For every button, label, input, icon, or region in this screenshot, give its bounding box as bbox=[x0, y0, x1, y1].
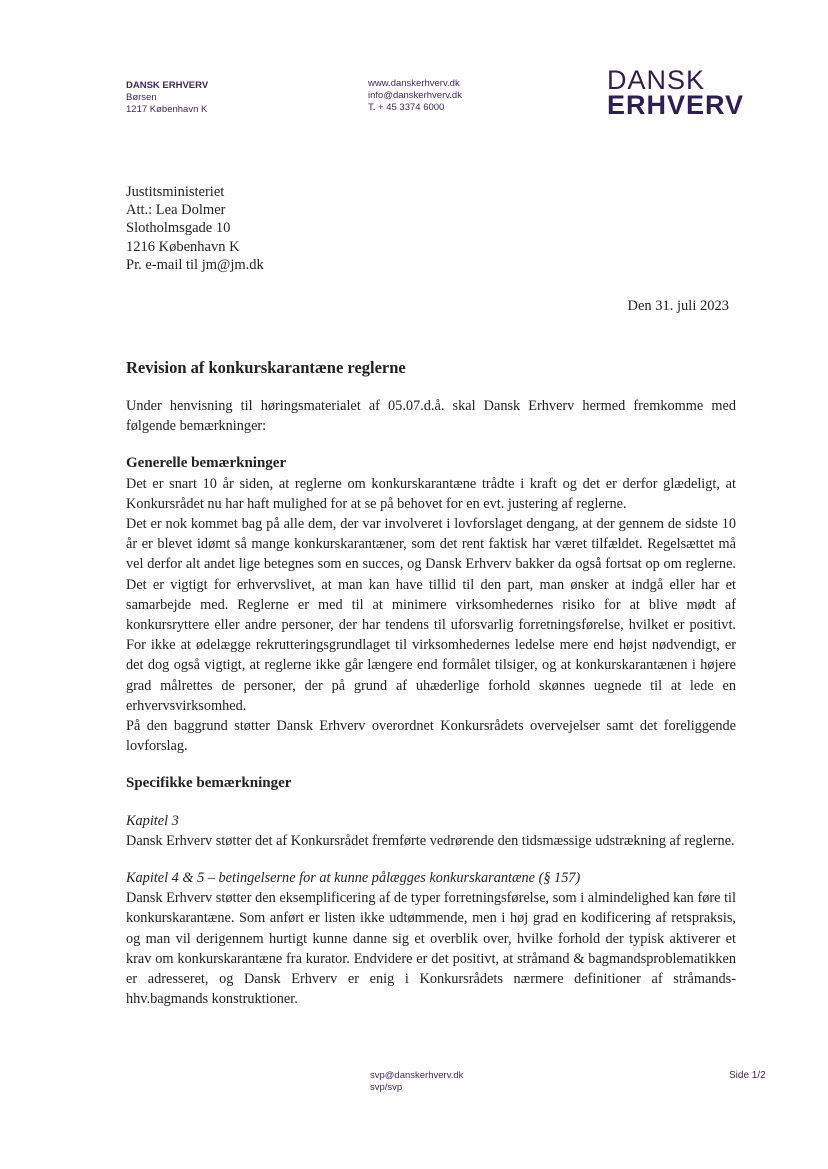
chapter-4-5-heading: Kapitel 4 & 5 – betingelserne for at kunne pålægges konkurskarantæne (§ 157) bbox=[126, 870, 581, 887]
chapter-4-5-paragraph: Dansk Erhverv støtter den eksemplificering af de typer forretningsførelse, som i almindelighed kan føre til konkurskarantæne. Som anført er listen ikke udtømmende, men i høj grad en kodificering af retspraksis, og man vil derigennem hurtigt kunne danne sig et overblik over, hvilke forhold der typisk aktiverer et krav om konkurskarantæne fra kurator. Endvidere er det positivt, at stråmand & bagmandsproblematikken er adresseret, og Dansk Erhverv er enig i Konkursrådets nærmere definitioner af stråmands- hhv.bagmands konstruktioner. bbox=[126, 890, 736, 1008]
footer-reference: svp/svp bbox=[370, 1082, 403, 1093]
general-paragraph-1: Det er snart 10 år siden, at reglerne om konkurskarantæne trådte i kraft og det er derfor glædeligt, at Konkursrådet nu har haft mulighed for at se på behovet for en evt. justering af reglerne. bbox=[126, 475, 736, 512]
recipient-line-1: Justitsministeriet bbox=[126, 184, 225, 200]
recipient-line-4: 1216 København K bbox=[126, 238, 240, 255]
company-logo bbox=[607, 65, 745, 120]
contact-email-link[interactable]: info@danskerhverv.dk bbox=[368, 90, 462, 101]
sender-name: DANSK ERHVERV bbox=[126, 80, 209, 91]
recipient-line-5: Pr. e-mail til jm@jm.dk bbox=[126, 256, 264, 273]
sender-city: 1217 København K bbox=[126, 104, 208, 115]
logo-line-2: ERHVERV bbox=[607, 90, 745, 120]
contact-phone: T. + 45 3374 6000 bbox=[368, 102, 445, 113]
recipient-address bbox=[126, 183, 264, 274]
specific-remarks-heading: Specifikke bemærkninger bbox=[126, 775, 292, 792]
sender-address bbox=[126, 80, 208, 116]
sender-contact bbox=[368, 78, 462, 114]
sender-street: Børsen bbox=[126, 92, 157, 103]
general-remarks-heading: Generelle bemærkninger bbox=[126, 455, 287, 472]
intro-paragraph: Under henvisning til høringsmaterialet af 05.07.d.å. skal Dansk Erhverv hermed fremkomme med følgende bemærkninger: bbox=[126, 398, 736, 435]
chapter-3-heading: Kapitel 3 bbox=[126, 812, 179, 829]
general-paragraph-3: På den baggrund støtter Dansk Erhverv overordnet Konkursrådets overvejelser samt det foreliggende lovforslag. bbox=[126, 718, 736, 755]
recipient-line-2: Att.: Lea Dolmer bbox=[126, 202, 226, 219]
letter-title: Revision af konkurskarantæne reglerne bbox=[126, 358, 406, 377]
letter-body bbox=[126, 396, 736, 1009]
contact-web-link[interactable]: www.danskerhverv.dk bbox=[368, 78, 460, 89]
page-number: Side 1/2 bbox=[729, 1070, 766, 1081]
letter-date: Den 31. juli 2023 bbox=[627, 298, 729, 314]
general-paragraph-2: Det er nok kommet bag på alle dem, der var involveret i lovforslaget dengang, at der gennem de sidste 10 år er blevet idømt så mange konkurskarantæner, som det rent faktisk har været tilfældet. Regelsættet må vel derfor alt andet lige betegnes som en succes, og Dansk Erhverv bakker da også fortsat op om reglerne. Det er vigtigt for erhvervslivet, at man kan have tillid til den part, man ønsker at indgå eller har et samarbejde med. Reglerne er med til at minimere virksomhedernes risiko for at blive mødt af konkursryttere eller andre personer, der har tendens til uforsvarlig forretningsførelse, hvilket er positivt. For ikke at ødelægge rekrutteringsgrundlaget til virksomhedernes ledelse mere end højst nødvendigt, er det dog også vigtigt, at reglerne ikke går længere end formålet tilsiger, og at konkurskarantænen i højere grad målrettes de personer, der på grund af uhæderlige forhold skønnes uegnede til at lede en erhvervsvirksomhed. bbox=[126, 516, 736, 714]
recipient-line-3: Slotholmsgade 10 bbox=[126, 220, 231, 237]
footer-email-link[interactable]: svp@danskerhverv.dk bbox=[370, 1070, 464, 1081]
chapter-3-paragraph: Dansk Erhverv støtter det af Konkursrådet fremførte vedrørende den tidsmæssige udstrækning af reglerne. bbox=[126, 832, 735, 849]
logo-line-1: DANSK bbox=[607, 65, 706, 95]
footer-contact bbox=[370, 1070, 463, 1094]
